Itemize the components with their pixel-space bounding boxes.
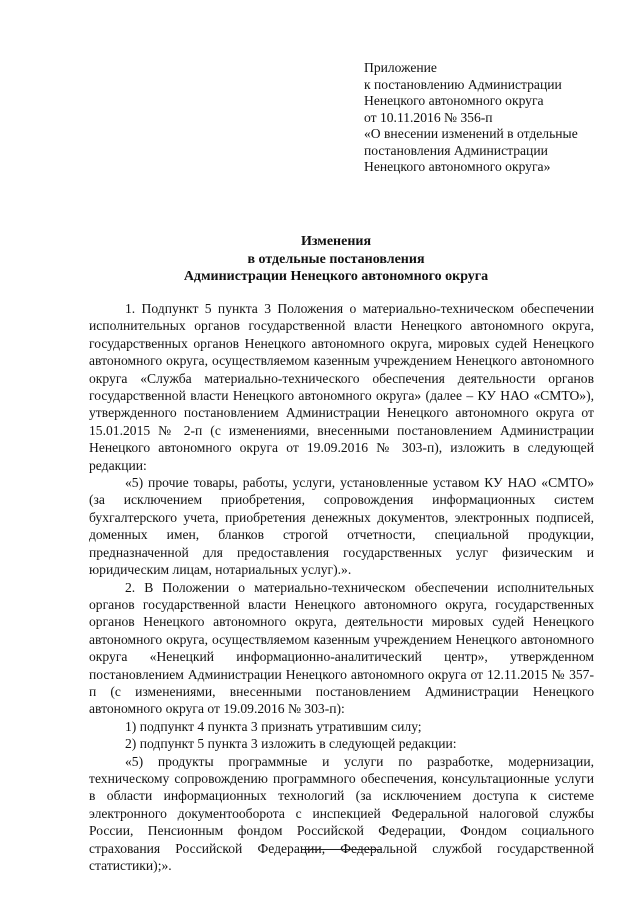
- appendix-line: Приложение: [364, 60, 437, 75]
- title-line: в отдельные постановления: [247, 251, 425, 267]
- appendix-line: от 10.11.2016 № 356-п: [364, 109, 493, 125]
- document-title: [90, 233, 582, 286]
- document-body: [89, 300, 594, 874]
- appendix-line: к постановлению Администрации: [364, 76, 562, 92]
- paragraph-subitem-2: 2) подпункт 5 пункта 3 изложить в следующей редакции:: [125, 736, 457, 752]
- paragraph-item-2: 2. В Положении о материально-техническом обеспечении исполнительных органов государственной власти Ненецкого автономного округа, государственных органов Ненецкого автономного округа, деятельности мировых судей Ненецкого автономного округа, осуществляемом казенным учреждением Ненецкого автономного округа «Ненецкий информационно-аналитический центр», утвержденном постановлением Администрации Ненецкого автономного округа от 12.11.2015 № 357-п (с изменениями, внесенными постановлением Администрации Ненецкого автономного округа от 19.09.2016 № 303-п):: [89, 579, 594, 717]
- title-line: Администрации Ненецкого автономного округа: [183, 269, 489, 284]
- appendix-line: «О внесении изменений в отдельные: [364, 126, 578, 141]
- appendix-header: [364, 60, 624, 176]
- appendix-line: Ненецкого автономного округа»: [364, 159, 551, 174]
- paragraph-item-1: 1. Подпункт 5 пункта 3 Положения о материально-техническом обеспечении исполнительных органов государственной власти Ненецкого автономного округа, государственных органов Ненецкого автономного округа, мировых судей Ненецкого автономного округа, осуществляемом казенным учреждением Ненецкого автономного округа «Служба материально-технического обеспечения деятельности органов государственной власти Ненецкого автономного округа» (далее – КУ НАО «СМТО»), утвержденного постановлением Администрации Ненецкого автономного округа от 15.01.2015 № 2-п (с изменениями, внесенными постановлением Администрации Ненецкого автономного округа от 19.09.2016 № 303-п), изложить в следующей редакции:: [89, 301, 594, 473]
- paragraph-quote-1: «5) прочие товары, работы, услуги, установленные уставом КУ НАО «СМТО» (за исключением приобретения, сопровождения информационных систем бухгалтерского учета, приобретения денежных документов, электронных подписей, доменных имен, бланков строгой отчетности, специальной продукции, предназначенной для предоставления государственных услуг физическим и юридическим лицам, нотариальных услуг).».: [89, 475, 594, 578]
- paragraph-subitem-1: 1) подпункт 4 пункта 3 признать утратившим силу;: [125, 718, 422, 734]
- paragraph-quote-2: «5) продукты программные и услуги по разработке, модернизации, техническому сопровождению программного обеспечения, консультационные услуги в области информационных технологий (за исключением доступа к системе электронного документооборота с инспекцией Федеральной налоговой службы России, Пенсионным фондом Российской Федерации, Фондом социального страхования Российской Федерации, Федеральной службой государственной статистики);».: [89, 753, 594, 873]
- appendix-line: постановления Администрации: [364, 142, 548, 158]
- appendix-line: Ненецкого автономного округа: [364, 93, 544, 108]
- title-line: Изменения: [300, 234, 372, 249]
- end-divider: [302, 849, 382, 850]
